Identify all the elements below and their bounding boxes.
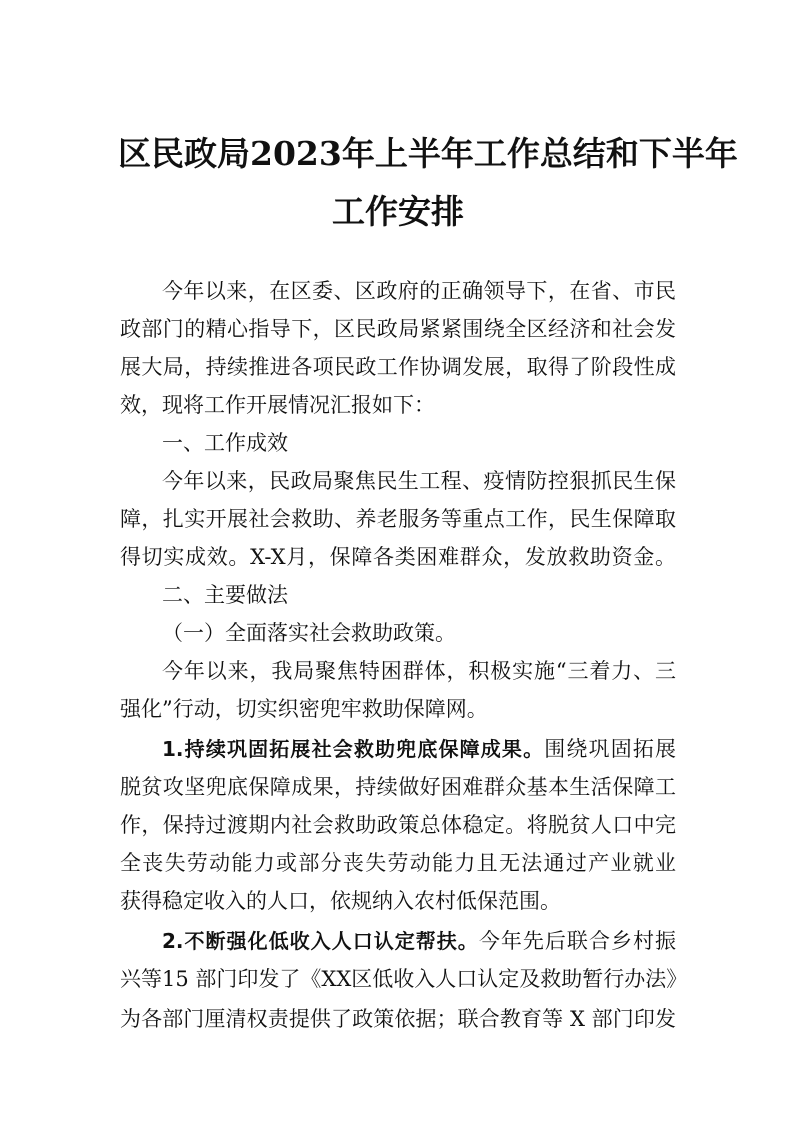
paragraph-line: 展大局，持续推进各项民政工作协调发展，取得了阶段性成 [120, 355, 676, 379]
section-heading-1: 一、工作成效 [162, 431, 288, 455]
paragraph-line: 政部门的精心指导下，区民政局紧紧围绕全区经济和社会发 [120, 317, 676, 341]
item-2-text: 今年先后联合乡村振 [478, 929, 677, 953]
item-1-heading: 1.持续巩固拓展社会救助兜底保障成果。 [162, 737, 545, 761]
paragraph-line: 全丧失劳动能力或部分丧失劳动能力且无法通过产业就业 [120, 851, 676, 875]
item-2-first-line [120, 926, 676, 956]
document-title-line-1: 区民政局2023年上半年工作总结和下半年 [118, 134, 738, 173]
paragraph-line: 今年以来，在区委、区政府的正确领导下，在省、市民 [162, 279, 676, 303]
paragraph-line: 兴等15 部门印发了《XX区低收入人口认定及救助暂行办法》 [120, 967, 688, 991]
paragraph-line: 为各部门厘清权责提供了政策依据；联合教育等 X 部门印发 [120, 1007, 676, 1031]
paragraph-line: 障，扎实开展社会救助、养老服务等重点工作，民生保障取 [120, 507, 676, 531]
section-heading-2: 二、主要做法 [162, 583, 288, 607]
subsection-heading: （一）全面落实社会救助政策。 [162, 621, 456, 645]
paragraph-line: 得切实成效。X-X月，保障各类困难群众，发放救助资金。 [120, 545, 676, 569]
document-title-line-2: 工作安排 [332, 192, 464, 231]
paragraph-line: 作，保持过渡期内社会救助政策总体稳定。将脱贫人口中完 [120, 813, 676, 837]
item-1-text: 围绕巩固拓展 [544, 737, 677, 761]
paragraph-line: 强化”行动，切实织密兜牢救助保障网。 [120, 697, 488, 721]
paragraph-line: 今年以来，我局聚焦特困群体，积极实施“三着力、三 [162, 659, 676, 683]
paragraph-line: 效，现将工作开展情况汇报如下： [120, 393, 435, 417]
paragraph-line: 获得稳定收入的人口，依规纳入农村低保范围。 [120, 889, 561, 913]
item-2-heading: 2.不断强化低收入人口认定帮扶。 [162, 929, 479, 953]
paragraph-line: 今年以来，民政局聚焦民生工程、疫情防控狠抓民生保 [162, 469, 676, 493]
paragraph-line: 脱贫攻坚兜底保障成果，持续做好困难群众基本生活保障工 [120, 775, 676, 799]
item-1-first-line [120, 734, 676, 764]
